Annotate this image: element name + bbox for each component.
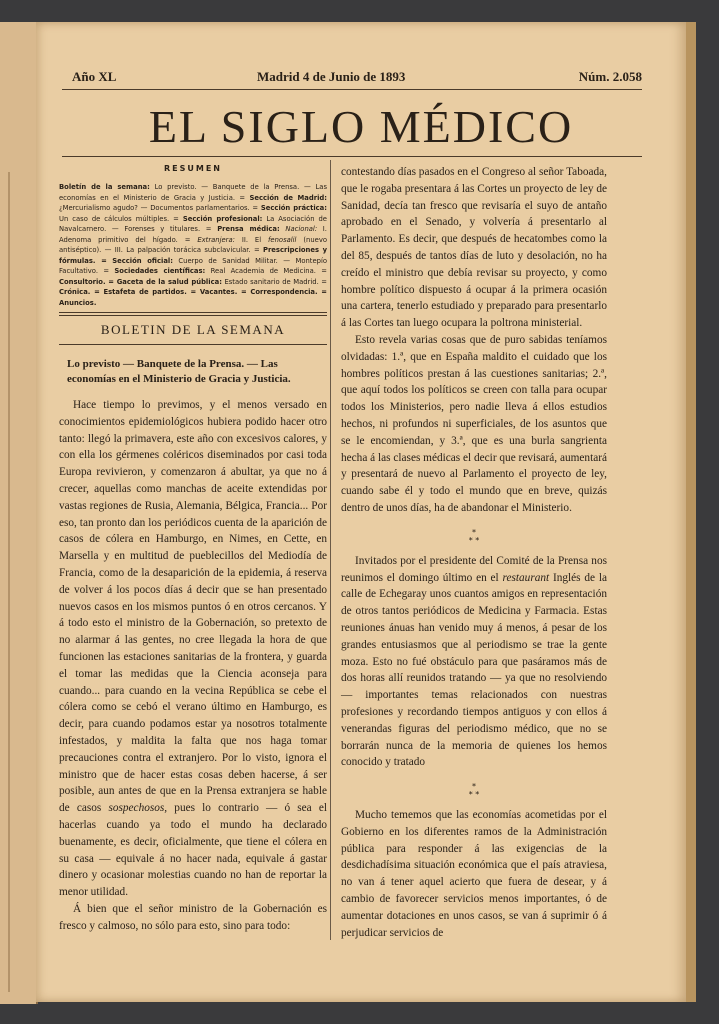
- resumen-s10-title: Crónica. = Estafeta de partidos. = Vacantes. = Correspondencia. = Anuncios.: [59, 288, 327, 307]
- right-p3-text-a: Invitados por el presidente del Comité de la Prensa nos reunimos el domingo último en el: [341, 554, 607, 584]
- boletin-subtitle: Lo previsto — Banquete de la Prensa. — Las economías en el Ministerio de Gracia y Justicia.: [67, 358, 291, 385]
- issue-number: Núm. 2.058: [578, 69, 642, 84]
- resumen-s1-text: Lo previsto. — Banquete de la Prensa. — Las economías en el Ministerio de Gracia y Justicia. =: [59, 183, 327, 202]
- newspaper-page: [36, 22, 686, 1002]
- right-page-edge: [686, 22, 696, 1002]
- resumen-s7-text: Cuerpo de Sanidad Militar. — Montepío Facultativo. =: [59, 256, 328, 275]
- right-p3-text-b: Inglés de la calle de Echegaray unos cuantos amigos en representación de otros tantos periódicos de Medicina y Farmacia. Estas reuniones ánuas han venido muy á menos, á pesar de los grandes entusiasmos que al periodismo se trae la gente moza. Esto no fué obstáculo para que pasáramos más de dos horas allí reunidos tratando — ya que no resolviendo — importantes temas relacionados con nuestras profesiones y recordando tiempos antiguos y con ellos á venerandas figuras del periodismo médico, que no se borrarán nunca de la memoria de quienes los hemos conocido y tratado: [341, 571, 607, 769]
- resumen-s3-title: Sección práctica:: [260, 204, 327, 212]
- resumen-heading: RESUMEN: [163, 164, 222, 173]
- resumen-s6-title: Prescripciones y fórmulas. =: [59, 246, 328, 265]
- boletin-rule: [59, 344, 327, 345]
- resumen-s9-text: Estado sanitario de Madrid. =: [224, 277, 327, 286]
- section-asterism-2: * * *: [468, 782, 480, 800]
- boletin-paragraph-1: [59, 397, 327, 901]
- right-column: [341, 164, 607, 941]
- column-divider: [330, 160, 331, 940]
- resumen-summary: [59, 182, 327, 308]
- resumen-s4-text: La Asociación de Navalcarnero. — Forenses y titulares. =: [59, 214, 327, 233]
- section-asterism-1: * * *: [468, 527, 480, 545]
- resumen-s5-text-b: II. El: [241, 235, 262, 244]
- newspaper-title: EL SIGLO MÉDICO: [148, 101, 574, 152]
- header-rule: [62, 89, 642, 90]
- resumen-s8-title: Sociedades científicas:: [114, 267, 206, 275]
- boletin-paragraph-2: Á bien que el señor ministro de la Gobernación es fresco y calmoso, no sólo para esto, sino para todo:: [59, 902, 327, 932]
- resumen-s5-fenosalil: fenosalil: [268, 235, 297, 244]
- right-paragraph-3: [341, 553, 607, 771]
- resumen-rule-double: [59, 315, 327, 316]
- boletin-p1-italic: sospechosos,: [108, 802, 168, 815]
- issue-year: Año XL: [72, 69, 117, 84]
- right-paragraph-4: Mucho tememos que las economías acometidas por el Gobierno en los diferentes ramos de la Administración pública para responder á las exigencias de la desdichadísima situación económica que el país atraviesa, no van á tener aquel acierto que fuera de desear, y á cambio de favorecer servicios menos importantes, ó de aumentar dotaciones en unos casos, se van á suprimir ó á perjudicar servicios de: [341, 809, 607, 939]
- boletin-p1-text: Hace tiempo lo previmos, y el menos versado en conocimientos epidemiológicos hubiera podido hacer otro tanto: llegó la primavera, este año con excesivos calores, y con ella los gérmenes coléricos diseminados por casi toda Europa revivieron, y comenzaron á abultar, ya que no á crecer, aquellas como manchas de aceite extendidas por vastas regiones de Rusia, Alemania, Bélgica, Francia... Por eso, tan pronto dan los periódicos cuenta de la aparición de casos de cólera en Hamburgo, en Nimes, en Cette, en Marsella y en multitud de pueblecillos del Mediodía de Francia, como de la desaparición de la epidemia, á reserva de volver á los pocos días á decir que se han presentado nuevos casos en los mismos puntos ó en otros cercanos. Y á todo esto el ministro de la Gobernación, so pretexto de no alarmar á las gentes, no cree llegada la hora de que funcionen las estaciones sanitarias de la frontera, y guarda el tomar las medidas que la Ciencia aconseja para cuando... para cuando en la vecina República se cebe el cólera como se cebó el verano último en Hamburgo, es decir, para cuando podamos estar ya nosotros totalmente infestados, y maldita la falta que nos haga tomar precauciones contra el extranjero. Por lo visto, ignora el ministro que de hacer estas cosas deben hacerse, á ser posible, aun antes de que en la Prensa extranjera se hable de casos: [59, 399, 327, 815]
- resumen-s4-title: Sección profesional:: [182, 214, 263, 223]
- resumen-s5-text-a: I. Adenoma primitivo del hígado. =: [59, 225, 327, 244]
- resumen-rule: [59, 312, 327, 313]
- resumen-s5-nacional: Nacional:: [285, 225, 318, 233]
- right-paragraph-2: Esto revela varias cosas que de puro sabidas teníamos olvidadas: 1.ª, que en España maldito el cuidado que los hombres políticos prestan á las cuestiones sanitarias; 2.ª, que aquí todos los políticos se creen con talla para ocupar todos los Ministerios, pero nadie lleva á ellos estudios hechos, ni profundos ni superficiales, de los asuntos que se le encomiendan, y 3.ª, que es una burla sangrienta hecha á las clases médicas el decir que revisará, aumentará y presentará de nuevo al Parlamento el proyecto de ley, cuando sabe él y todo el mundo que en breve, quizás dentro de unos días, ha de abandonar el Ministerio.: [341, 333, 607, 514]
- resumen-s5-extranjera: Extranjera:: [197, 235, 235, 244]
- resumen-s2-title: Sección de Madrid:: [249, 193, 328, 202]
- resumen-s3-text: Un caso de cálculos múltiples. =: [59, 214, 179, 223]
- resumen-s9-title: Consultorio. = Gaceta de la salud pública:: [59, 277, 222, 286]
- left-column: [59, 164, 327, 935]
- masthead-line: [72, 69, 642, 89]
- resumen-s8-text: Real Academia de Medicina. =: [210, 267, 327, 275]
- resumen-s5-text-c: (nuevo antiséptico). — III. La palpación torácica subclavicular. =: [59, 235, 328, 254]
- resumen-s1-title: Boletín de la semana:: [59, 183, 150, 191]
- resumen-s5-title: Prensa médica:: [217, 225, 280, 233]
- left-page-edge-line: [8, 172, 10, 992]
- resumen-s7-title: Sección oficial:: [112, 256, 173, 265]
- right-p3-italic: restaurant: [502, 571, 550, 584]
- left-page-edge: [0, 22, 38, 1004]
- resumen-s2-text: ¿Mercurialismo agudo? — Documentos parlamentarios. =: [59, 204, 259, 212]
- boletin-heading: BOLETIN DE LA SEMANA: [100, 322, 286, 337]
- title-rule: [62, 156, 642, 157]
- right-paragraph-1: contestando días pasados en el Congreso al señor Taboada, que le rogaba presentara á las Cortes un proyecto de ley de Sanidad, decía tan fresco que revisaría el suyo de antaño aprobado en el Senado, y volvería á presentarlo al Parlamento. Es decir, que después de hecatombes como la del 85, después de tantos días de luto y desolación, no ha creído el ministro que debía revisar su proyecto, y como hombre político dispuesto á ocupar á la primera ocasión una cartera, tenerlo estudiado y preparado para presentarlo á las Cortes tan luego ocupara la poltrona ministerial.: [341, 166, 607, 330]
- issue-date: Madrid 4 de Junio de 1893: [257, 69, 406, 84]
- boletin-p1-end: pues lo contrario — ó sea el hacerlas cuando ya todo el mundo ha declarado buenamente, es decir, oficialmente, que tiene el cólera en su casa — equivale á no hacer nada, equivale á gastar dinero y ocasionar molestias cuando no han de reportar la menor utilidad.: [59, 802, 327, 899]
